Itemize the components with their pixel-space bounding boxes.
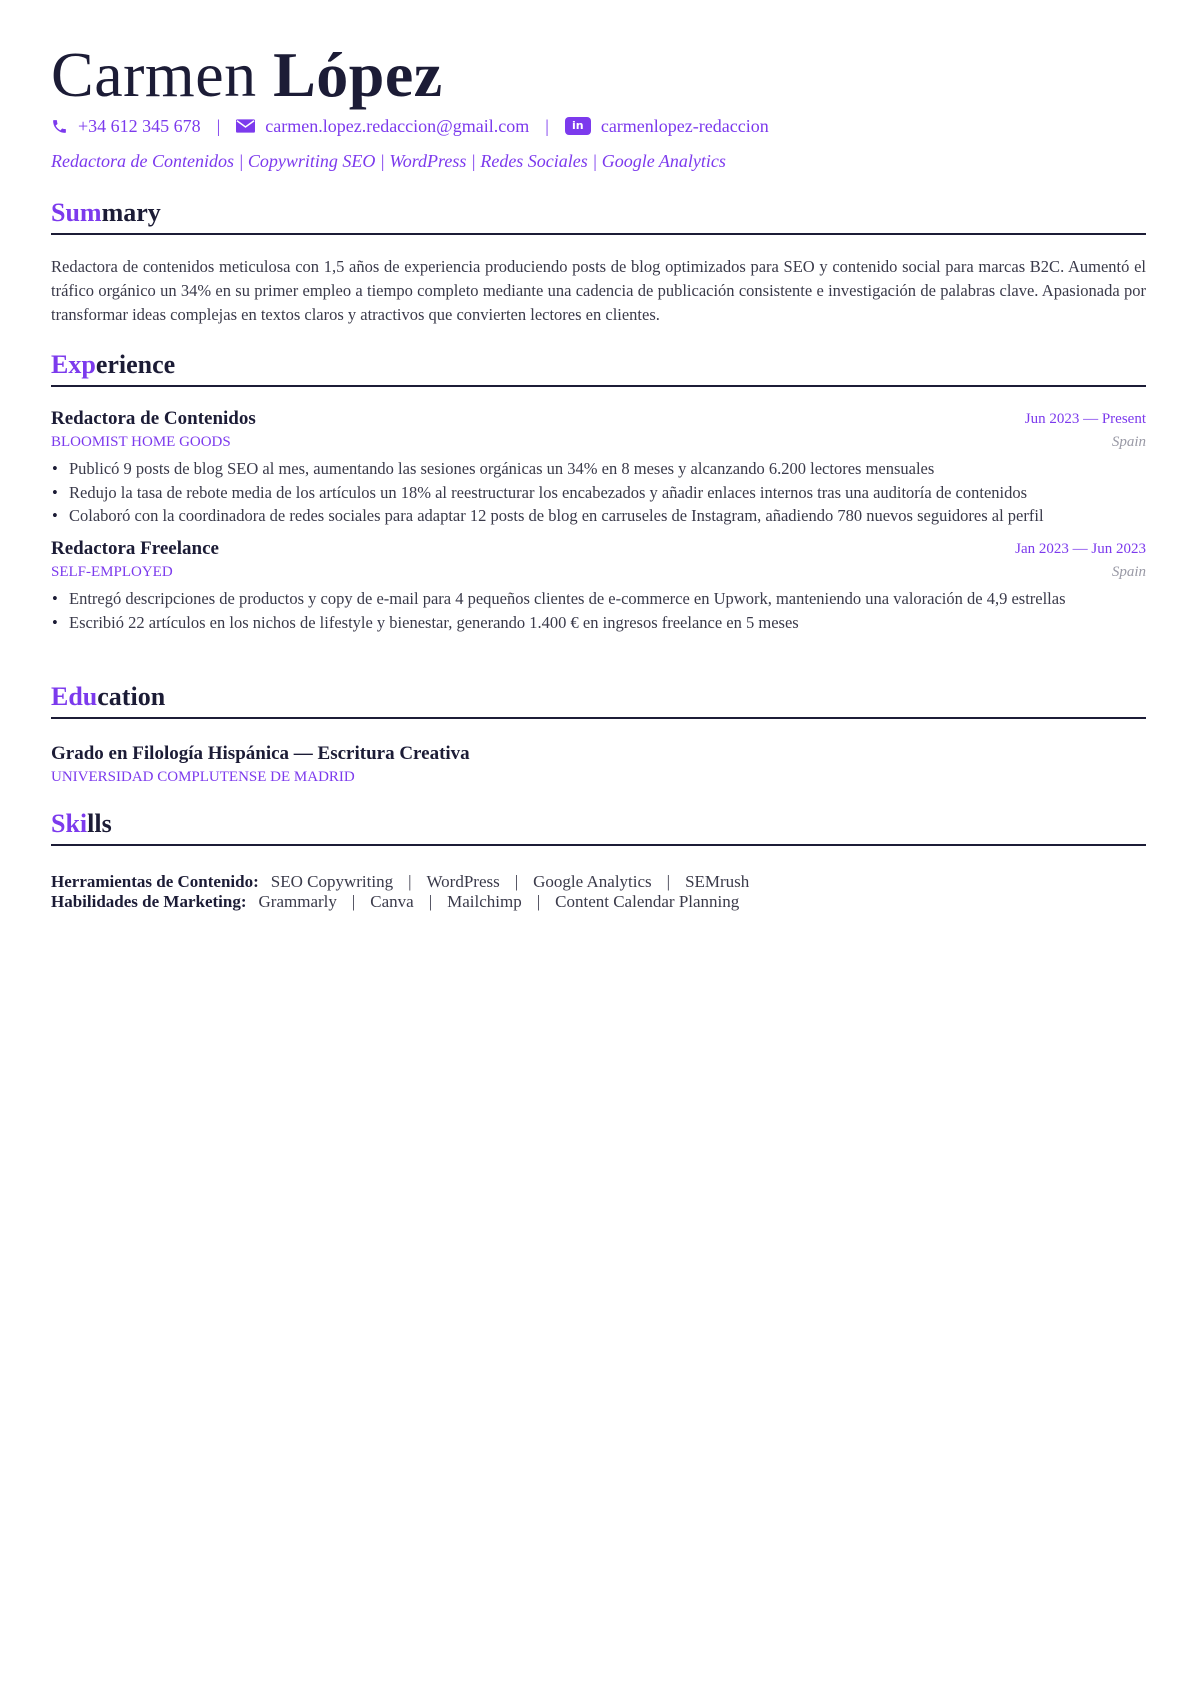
- linkedin-handle: carmenlopez-redaccion: [600, 115, 769, 136]
- job-bullets: [51, 457, 1146, 528]
- list-item: • Redujo la tasa de rebote media de los artículos un 18% al reestructurar los encabezados y añadir enlaces internos tras una auditoría de contenidos: [51, 481, 1146, 505]
- list-item: • Escribió 22 artículos en los nichos de lifestyle y bienestar, generando 1.400 € en ingresos freelance en 5 meses: [51, 611, 1146, 635]
- contact-linkedin[interactable]: [565, 116, 769, 137]
- skill-separator: |: [514, 872, 519, 891]
- contact-email[interactable]: [236, 116, 529, 137]
- section-title-rest: erience: [95, 350, 176, 379]
- section-title-rest: mary: [101, 198, 161, 227]
- list-item: • Publicó 9 posts de blog SEO al mes, aumentando las sesiones orgánicas un 34% en 8 meses y alcanzando 6.200 lectores mensuales: [51, 457, 1146, 481]
- envelope-icon: [236, 119, 255, 133]
- candidate-name: [51, 36, 443, 114]
- phone-icon: [51, 118, 68, 135]
- skill-item: Mailchimp: [447, 892, 522, 911]
- school: UNIVERSIDAD COMPLUTENSE DE MADRID: [51, 769, 355, 785]
- skill-item: SEMrush: [685, 872, 750, 891]
- job-bullets: [51, 587, 1146, 634]
- skill-category: Habilidades de Marketing:: [51, 892, 247, 911]
- degree: Grado en Filología Hispánica — Escritura Creativa: [51, 743, 470, 764]
- list-item: • Colaboró con la coordinadora de redes sociales para adaptar 12 posts de blog en carruseles de Instagram, añadiendo 780 nuevos seguidores al perfil: [51, 504, 1146, 528]
- skill-item: WordPress: [426, 872, 500, 891]
- skill-item: Canva: [370, 892, 414, 911]
- job-dates: Jan 2023 — Jun 2023: [1015, 541, 1146, 557]
- skill-item: Google Analytics: [533, 872, 652, 891]
- job-entry: [51, 537, 1146, 634]
- skill-separator: |: [408, 872, 412, 891]
- section-title-rest: cation: [97, 682, 166, 711]
- skill-separator: |: [666, 872, 671, 891]
- section-summary-heading: [51, 197, 1146, 235]
- section-experience-heading: [51, 349, 1146, 387]
- linkedin-icon: in: [565, 117, 591, 135]
- section-title-accent: Edu: [51, 682, 98, 711]
- job-company: BLOOMIST HOME GOODS: [51, 434, 231, 450]
- contact-separator: |: [216, 115, 221, 136]
- skill-category: Herramientas de Contenido:: [51, 872, 259, 891]
- job-entry: [51, 407, 1146, 528]
- skill-separator: |: [428, 892, 433, 911]
- section-education-heading: [51, 681, 1146, 719]
- section-title: [51, 349, 1146, 381]
- job-company: SELF-EMPLOYED: [51, 564, 173, 580]
- job-dates: Jun 2023 — Present: [1024, 411, 1146, 427]
- skill-row: [51, 892, 749, 912]
- job-title: Redactora de Contenidos: [51, 408, 256, 429]
- skill-separator: |: [536, 892, 541, 911]
- section-title: [51, 197, 1146, 229]
- contact-separator: |: [545, 115, 549, 136]
- summary-text: Redactora de contenidos meticulosa con 1,5 años de experiencia produciendo posts de blog optimizados para SEO y contenido social para marcas B2C. Aumentó el tráfico orgánico un 34% en su primer empleo a tiempo completo mediante una cadencia de publicación consistente e investigación de palabras clave. Apasionada por transformar ideas complejas en textos claros y atractivos que convierten lectores en clientes.: [51, 257, 1146, 324]
- section-title-accent: Exp: [51, 350, 96, 379]
- contact-bar: [51, 113, 769, 139]
- education-entry: [51, 742, 470, 788]
- contact-phone[interactable]: [51, 116, 201, 137]
- skill-item: Content Calendar Planning: [555, 892, 740, 911]
- phone-number: +34 612 345 678: [78, 115, 201, 136]
- skill-item: Grammarly: [258, 892, 337, 911]
- job-location: Spain: [1111, 434, 1146, 450]
- last-name: López: [273, 39, 443, 110]
- section-title-accent: Sum: [51, 198, 102, 227]
- skill-item: SEO Copywriting: [270, 872, 394, 891]
- email-address: carmen.lopez.redaccion@gmail.com: [265, 115, 530, 136]
- section-title: [51, 681, 1146, 713]
- job-title: Redactora Freelance: [51, 538, 219, 559]
- section-title-accent: Ski: [51, 809, 88, 838]
- skill-separator: |: [351, 892, 356, 911]
- job-location: Spain: [1111, 564, 1146, 580]
- first-name: Carmen: [51, 39, 257, 110]
- skills-list: [51, 872, 749, 912]
- skill-row: [51, 872, 749, 892]
- section-title-rest: lls: [87, 809, 112, 838]
- section-skills-heading: [51, 808, 1146, 846]
- section-title: [51, 808, 1146, 840]
- list-item: • Entregó descripciones de productos y copy de e-mail para 4 pequeños clientes de e-commerce en Upwork, manteniendo una valoración de 4,9 estrellas: [51, 587, 1146, 611]
- headline-tagline: Redactora de Contenidos | Copywriting SEO | WordPress | Redes Sociales | Google Analytics: [51, 151, 726, 171]
